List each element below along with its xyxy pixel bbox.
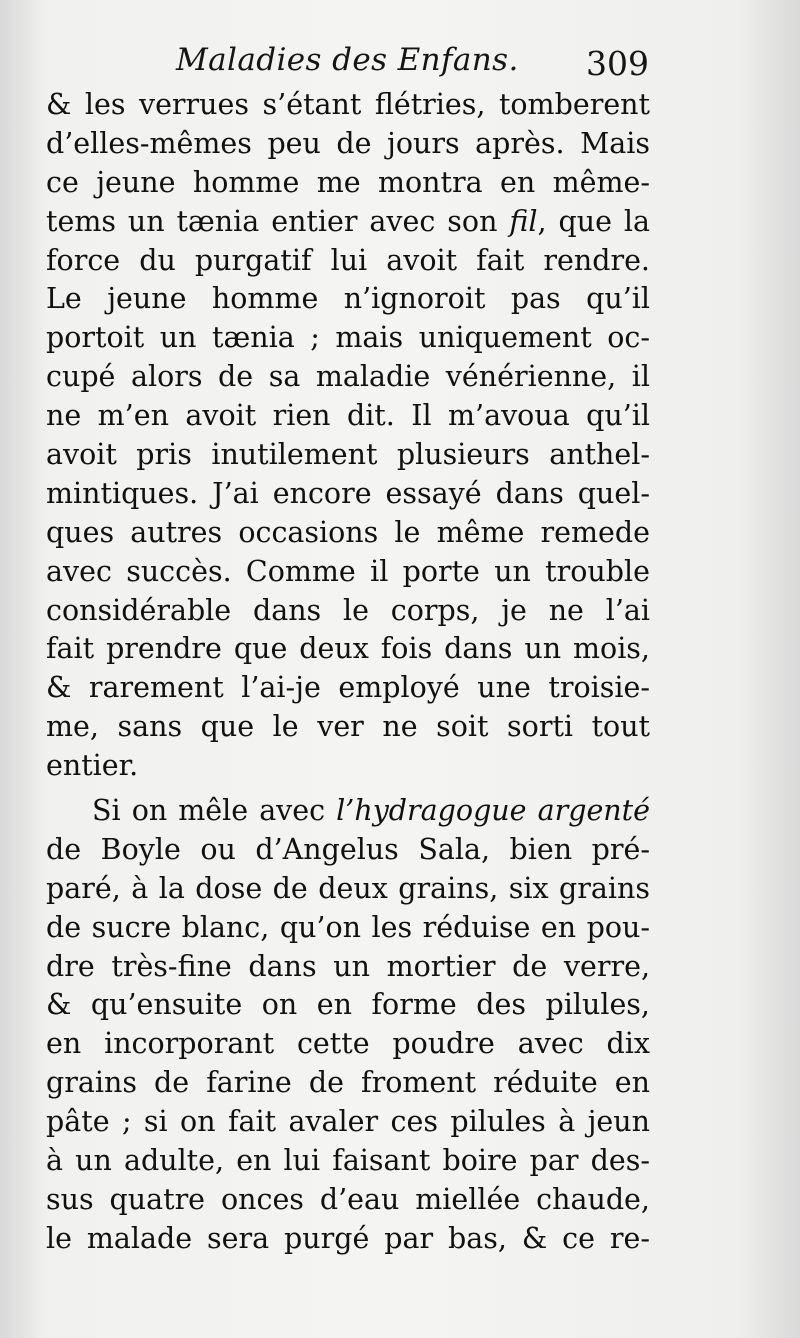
text-line: avec succès. Comme il porte un trouble [46,554,650,588]
text-line [46,203,650,242]
text-line: ques autres occasions le même remede [46,515,650,549]
text-line: avoit pris inutilement plusieurs anthel- [46,438,650,472]
text-line: dre très-fine dans un mortier de verre, [46,949,650,983]
text-line: force du purgatif lui avoit fait rendre. [46,243,650,277]
text-line: d’elles-mêmes peu de jours après. Mais [46,126,650,160]
text-line: de sucre blanc, qu’on les réduise en pou- [46,910,650,944]
text-line: & rarement l’ai-je employé une troisie- [46,671,650,705]
italic-phrase: l’hydragogue argenté [336,794,650,828]
text-line: à un adulte, en lui faisant boire par des- [46,1144,650,1178]
text-line: Le jeune homme n’ignoroit pas qu’il [46,282,650,316]
text-line-segment: , que la [537,204,651,238]
text-line: considérable dans le corps, je ne l’ai [46,593,650,627]
text-line: portoit un tænia ; mais uniquement oc- [46,321,650,355]
running-head [0,42,800,92]
text-line: & les verrues s’étant flétries, tomberent [46,88,650,121]
text-line: me, sans que le ver ne soit sorti tout [46,710,650,744]
text-line-segment: tems un tænia entier avec son [46,204,510,238]
paragraph-1 [46,86,650,786]
paragraph-2 [46,792,650,1259]
running-head-title: Maladies des Enfans. [176,42,519,78]
body-text [46,86,650,1259]
page-number: 309 [586,44,649,83]
text-line: entier. [46,749,139,783]
italic-word: fil [509,204,538,238]
text-line: pâte ; si on fait avaler ces pilules à jeun [46,1105,650,1139]
text-line: paré, à la dose de deux grains, six grains [46,871,650,905]
text-line: grains de farine de froment réduite en [46,1066,650,1100]
text-line: & qu’ensuite on en forme des pilules, [46,988,650,1022]
text-line: de Boyle ou d’Angelus Sala, bien pré- [46,832,650,866]
text-line: cupé alors de sa maladie vénérienne, il [46,360,650,394]
text-line: en incorporant cette poudre avec dix [46,1027,650,1061]
text-line: ne m’en avoit rien dit. Il m’avoua qu’il [46,399,650,433]
text-line: fait prendre que deux fois dans un mois, [46,632,650,666]
text-line: mintiques. J’ai encore essayé dans quel- [46,476,650,510]
text-line: ce jeune homme me montra en même- [46,165,650,199]
text-line [46,792,650,831]
text-line: sus quatre onces d’eau miellée chaude, [46,1182,650,1216]
text-line: le malade sera purgé par bas, & ce re- [46,1221,650,1255]
text-line-segment: Si on mêle avec [92,794,337,828]
